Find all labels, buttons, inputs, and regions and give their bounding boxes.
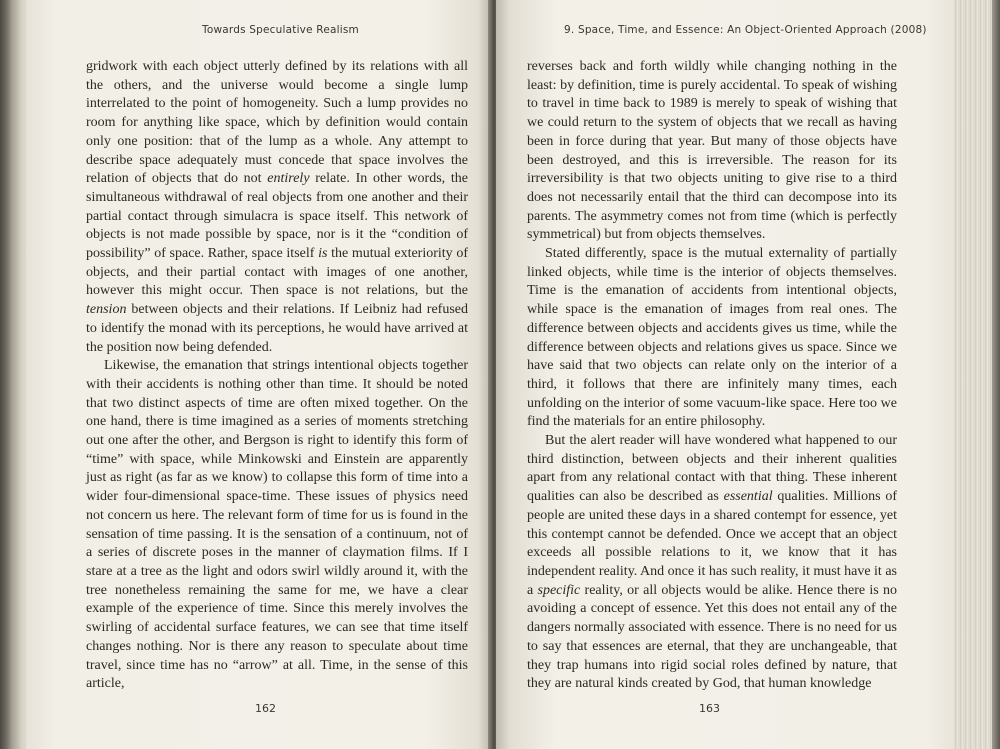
emphasized-text: entirely bbox=[267, 171, 310, 187]
paragraph bbox=[527, 245, 897, 432]
paragraph-text: qualities. Millions of people are united these days in a shared contempt for essence, yet this contempt cannot be defended. Once we accept that an object exceeds all possible relations to it, we know that it has independent reality. And once it has such reality, it must have it as a bbox=[527, 489, 897, 598]
emphasized-text: essential bbox=[723, 489, 773, 505]
left-page-body bbox=[86, 58, 468, 694]
paragraph-text: But the alert reader will have wondered what happened to our third distinction, between objects and their inherent qualities apart from any relational contact with that thing. These inherent qualities can also be described as bbox=[527, 433, 897, 505]
paragraph-text: the mutual exteriority of objects, and their partial contact with images of one another, however this might occur. Then space is not relations, but the bbox=[86, 246, 468, 299]
paragraph bbox=[527, 58, 897, 245]
paragraph-text: between objects and their relations. If Leibniz had refused to identify the monad with its perceptions, he would have arrived at the position now being defended. bbox=[86, 302, 468, 355]
paragraph-text: Stated differently, space is the mutual externality of partially linked objects, while time is the interior of objects themselves. Time is the emanation of accidents from intentional objects, while space is the emanation of images from real ones. The difference between objects and accidents gives us time, while the difference between objects and relations gives us space. Since we have said that two objects can relate only on the interior of a third, it follows that there are infinitely many times, each unfolding on the interior of some vacuum-like space. Here too we find the materials for an entire philosophy. bbox=[527, 246, 897, 430]
running-head-right: 9. Space, Time, and Essence: An Object-Oriented Approach (2008) bbox=[564, 24, 927, 36]
left-page bbox=[26, 0, 492, 749]
paragraph bbox=[527, 432, 897, 694]
page-number-left: 162 bbox=[255, 702, 276, 715]
paragraph bbox=[86, 58, 468, 357]
running-head-left: Towards Speculative Realism bbox=[202, 24, 359, 36]
page-number-right: 163 bbox=[699, 702, 720, 715]
emphasized-text: specific bbox=[537, 582, 581, 598]
paragraph-text: reality, or all objects would be alike. Hence there is no avoiding a concept of essence. Yet this does not entail any of the dangers normally associated with essence. There is no need for us to say that essences are eternal, that they are unchangeable, that they trap humans into rigid social roles defined by nature, that they are natural kinds created by God, that human knowledge bbox=[527, 582, 897, 692]
paragraph-text: gridwork with each object utterly defined by its relations with all the others, and the universe would become a single lump interrelated to the point of homogeneity. Such a lump provides no room for anything like space, which by definition would contain only one position: that of the lump as a whole. Any attempt to describe space adequately must concede that space involves the relation of objects that do not bbox=[86, 59, 468, 187]
paragraph-text: Likewise, the emanation that strings intentional objects together with their accidents is nothing other than time. It should be noted that two distinct aspects of time are often mixed together. On the one hand, there is time imagined as a series of moments stretching out one after the other, and Bergson is right to identify this form of “time” with space, while Minkowski and Einstein are apparently just as right (as far as we know) to collapse this form of time into a wider four-dimensional space-time. These issues of physics need not concern us here. The relevant form of time for us is found in the sensation of time passing. It is the sensation of a continuum, not of a series of discrete poses in the manner of claymation films. If I stare at a tree as the light and odors swirl wildly around it, with the tree nonetheless remaining the same for me, we have a clear example of the experience of time. Since this merely involves the swirling of accidental surface features, we can see that time itself changes nothing. Nor is there any reason to speculate about time travel, since time has no “arrow” at all. Time, in the sense of this article, bbox=[86, 358, 468, 692]
emphasized-text: is bbox=[318, 246, 328, 262]
paragraph-text: relate. In other words, the simultaneous withdrawal of real objects from one another and their partial contact through simulacra is space itself. This network of objects is not made possible by space, nor is it the “condition of possibility” of space. Rather, space itself bbox=[86, 171, 468, 262]
right-page bbox=[496, 0, 954, 749]
page-edges bbox=[954, 0, 1000, 749]
paragraph-text: reverses back and forth wildly while changing nothing in the least: by definition, time is purely accidental. To speak of wishing to travel in time back to 1989 is merely to speak of wishing that we could return to the system of objects that we recall as having been in force during that year. But many of those objects have been destroyed, and this is irreversible. The reason for its irreversibility is that two objects uniting to give rise to a third does not necessarily entail that the third can decompose into its parents. The asymmetry comes not from time (which is perfectly symmetrical) but from objects themselves. bbox=[527, 59, 897, 243]
paragraph bbox=[86, 357, 468, 694]
right-page-body bbox=[527, 58, 897, 694]
emphasized-text: tension bbox=[86, 302, 127, 318]
